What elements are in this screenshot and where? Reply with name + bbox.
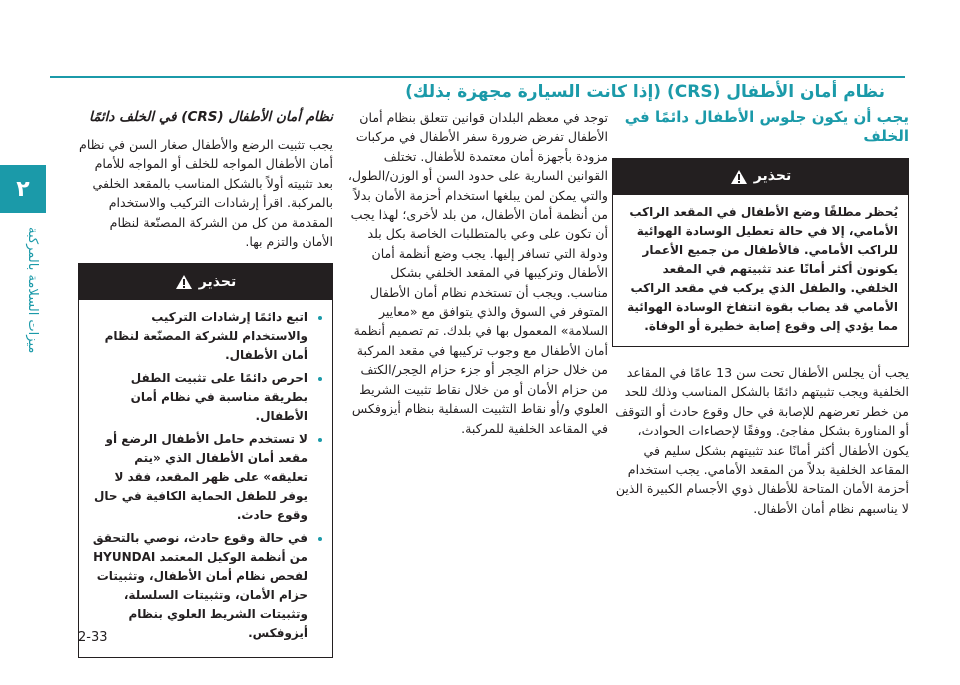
warning-item: • في حالة وقوع حادث، نوصي بالتحقق من أنظمة الوكيل المعتمد HYUNDAI لفحص نظام أمان الأطفال، وتثبيتات حزام الأمان، وتثبيتات السلسلة، وتثبيتات الشريط العلوي بنظام أيزوفكس. bbox=[87, 529, 308, 643]
warning-item: • لا تستخدم حامل الأطفال الرضع أو مقعد أمان الأطفال الذي «يتم تعليقه» على ظهر المقعد، فقد لا يوفر للطفل الحماية الكافية في حال وقوع حادث. bbox=[87, 430, 308, 525]
body-text: يجب أن يجلس الأطفال تحت سن 13 عامًا في المقاعد الخلفية ويجب تثبيتهم دائمًا بالشكل المناسب وذلك للحد من خطر تعرضهم للإصابة في حال وقوع حادث أو التوقف أو المناورة بشكل مفاجئ. ووفقًا لإحصاءات الحوادث، يكون الأطفال أكثر أمانًا عند تثبيتهم بشكل سليم في المقاعد الخلفية بدلاً من المقعد الأمامي. يجب استخدام أحزمة الأمان المتاحة للأطفال ذوي الأجسام الكبيرة الذين لا يناسبهم نظام أمان الأطفال. bbox=[615, 365, 909, 516]
section-heading: يجب أن يكون جلوس الأطفال دائمًا في الخلف bbox=[624, 108, 909, 145]
middle-column bbox=[345, 108, 608, 438]
chapter-label: ميزات السلامة بالمركبة bbox=[25, 226, 40, 354]
chapter-tab: ٢ bbox=[0, 165, 46, 213]
body-text: يجب تثبيت الرضع والأطفال صغار السن في نظام أمان الأطفال المواجه للخلف أو المواجه للأمام بعد تثبيته أولاً بالشكل المناسب بالمقعد الخلفي بالمركبة. اقرأ إرشادات التركيب والاستخدام المقدمة من كل من الشركة المصنّعة لنظام الأمان والتزم بها. bbox=[79, 137, 333, 250]
left-column bbox=[78, 108, 333, 674]
warning-title: تحذير bbox=[753, 168, 792, 185]
warning-triangle-icon bbox=[175, 274, 193, 290]
warning-item: • احرص دائمًا على تثبيت الطفل بطريقة مناسبة في نظام أمان الأطفال. bbox=[87, 369, 308, 426]
warning-list-container bbox=[79, 300, 332, 657]
sidebar bbox=[0, 0, 46, 685]
warning-item: • اتبع دائمًا إرشادات التركيب والاستخدام للشركة المصنّعة لنظام أمان الأطفال. bbox=[87, 308, 308, 365]
warning-box bbox=[78, 263, 333, 658]
page-title: نظام أمان الأطفال (CRS) (إذا كانت السيارة مجهزة بذلك) bbox=[405, 82, 885, 102]
page-number: 2-33 bbox=[78, 630, 108, 645]
warning-box bbox=[612, 158, 909, 347]
title-rule bbox=[50, 76, 905, 78]
section-heading: نظام أمان الأطفال (CRS) في الخلف دائمًا bbox=[89, 109, 333, 125]
warning-text: يُحظر مطلقًا وضع الأطفال في المقعد الراكب الأمامي، إلا في حالة تعطيل الوسادة الهوائية للراكب الأمامي. فالأطفال من جميع الأعمار يكونون أكثر أمانًا عند تثبيتهم في المقعد الخلفي. والطفل الذي يركب في مقعد الراكب الأمامي قد يصاب بقوة انتفاخ الوسادة الهوائية مما يؤدي إلى وقوع إصابة خطيرة أو الوفاة. bbox=[627, 205, 898, 333]
warning-title: تحذير bbox=[198, 273, 237, 290]
warning-triangle-icon bbox=[730, 169, 748, 185]
warning-list bbox=[87, 308, 322, 643]
warning-header bbox=[79, 264, 332, 300]
right-column bbox=[612, 108, 909, 518]
warning-header bbox=[613, 159, 908, 195]
body-text: توجد في معظم البلدان قوانين تتعلق بنظام أمان الأطفال تفرض ضرورة سفر الأطفال في مركبات مزودة بأجهزة أمان معتمدة للأطفال. تختلف القوانين السارية على حدود السن أو الوزن/الطول، والتي يمكن لمن يبلغها استخدام أحزمة الأمان بدلاً من أنظمة أمان الأطفال، من بلد لأخرى؛ لهذا يجب أن تكون على وعي بالمتطلبات الخاصة بكل بلد ودولة التي تسافر إليها. يجب وضع أنظمة أمان الأطفال وتركيبها في المقعد الخلفي بشكل مناسب. ويجب أن تستخدم نظام أمان الأطفال المتوفر في السوق والذي يتوافق مع «معايير السلامة» المعمول بها في بلدك. تم تصميم أنظمة أمان الأطفال مع وجوب تركيبها في مقعد المركبة من خلال حزام الحِجر أو جزء حزام الحِجر/الكتف من حزام الأمان أو من خلال نقاط تثبيت الشريط العلوي و/أو نقاط التثبيت السفلية بنظام أيزوفكس في المقاعد الخلفية للمركبة. bbox=[347, 110, 608, 436]
